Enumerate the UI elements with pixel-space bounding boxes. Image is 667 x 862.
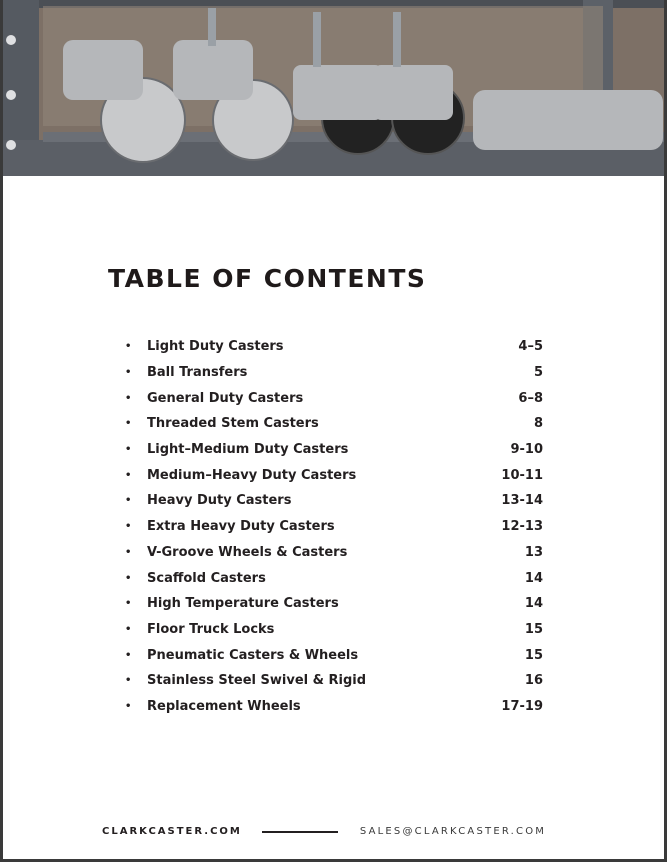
toc-entry — [123, 411, 543, 437]
document-page — [3, 0, 664, 859]
hero-image-casters-on-shelf — [3, 0, 664, 176]
bullet-icon: • — [125, 341, 132, 353]
toc-entry — [123, 514, 543, 540]
bullet-icon: • — [125, 392, 132, 404]
toc-entry — [123, 565, 543, 591]
toc-entry-pages: 14 — [524, 570, 543, 586]
bullet-icon: • — [125, 598, 132, 610]
bullet-icon: • — [125, 521, 132, 533]
toc-entry — [123, 617, 543, 643]
toc-entry — [123, 642, 543, 668]
toc-entry-label: Light–Medium Duty Casters — [147, 442, 349, 458]
toc-entry-label: Replacement Wheels — [147, 698, 301, 714]
toc-entry-pages: 8 — [533, 416, 543, 432]
toc-entry-pages: 17-19 — [501, 698, 543, 714]
toc-entry-label: Ball Transfers — [147, 365, 248, 381]
toc-entry — [123, 334, 543, 360]
toc-entry-pages: 13 — [524, 544, 543, 560]
toc-entry-label: Extra Heavy Duty Casters — [147, 519, 335, 535]
bullet-icon: • — [125, 572, 132, 584]
bullet-icon: • — [125, 700, 132, 712]
bullet-icon: • — [125, 495, 132, 507]
toc-entry-label: General Duty Casters — [147, 390, 304, 406]
toc-entry — [123, 385, 543, 411]
toc-entry-pages: 16 — [524, 673, 543, 689]
page-title: TABLE OF CONTENTS — [108, 264, 427, 293]
toc-entry — [123, 462, 543, 488]
footer-website-link[interactable]: CLARKCASTER.COM — [102, 826, 242, 837]
toc-entry-pages: 10-11 — [501, 467, 543, 483]
bullet-icon: • — [125, 649, 132, 661]
toc-entry-pages: 15 — [524, 621, 543, 637]
toc-entry — [123, 360, 543, 386]
bullet-icon: • — [125, 623, 132, 635]
footer-email-link[interactable]: SALES@CLARKCASTER.COM — [359, 826, 547, 837]
toc-entry — [123, 591, 543, 617]
toc-entry — [123, 694, 543, 720]
toc-entry-label: Heavy Duty Casters — [147, 493, 292, 509]
page-footer — [102, 826, 562, 837]
toc-entry-pages: 14 — [524, 596, 543, 612]
toc-entry-label: Threaded Stem Casters — [147, 416, 319, 432]
bullet-icon: • — [125, 367, 132, 379]
footer-divider — [262, 831, 338, 833]
toc-entry — [123, 437, 543, 463]
bullet-icon: • — [125, 546, 132, 558]
toc-entry-pages: 6–8 — [518, 390, 543, 406]
bullet-icon: • — [125, 444, 132, 456]
bullet-icon: • — [125, 418, 132, 430]
toc-entry-label: Medium–Heavy Duty Casters — [147, 467, 357, 483]
toc-entry — [123, 488, 543, 514]
toc-entry-label: High Temperature Casters — [147, 596, 339, 612]
toc-entry-label: Stainless Steel Swivel & Rigid — [147, 673, 367, 689]
toc-entry-label: V-Groove Wheels & Casters — [147, 544, 348, 560]
toc-entry — [123, 668, 543, 694]
toc-entry-label: Pneumatic Casters & Wheels — [147, 647, 359, 663]
toc-entry-label: Light Duty Casters — [147, 339, 284, 355]
bullet-icon: • — [125, 469, 132, 481]
toc-entry-pages: 12-13 — [501, 519, 543, 535]
toc-entry-pages: 15 — [524, 647, 543, 663]
toc-entry-pages: 4–5 — [518, 339, 543, 355]
toc-entry-pages: 13-14 — [501, 493, 543, 509]
toc-entry-pages: 5 — [533, 365, 543, 381]
toc-entry-label: Scaffold Casters — [147, 570, 266, 586]
bullet-icon: • — [125, 675, 132, 687]
toc-entry — [123, 540, 543, 566]
toc-entry-label: Floor Truck Locks — [147, 621, 275, 637]
table-of-contents-list — [123, 334, 543, 719]
toc-entry-pages: 9-10 — [510, 442, 543, 458]
